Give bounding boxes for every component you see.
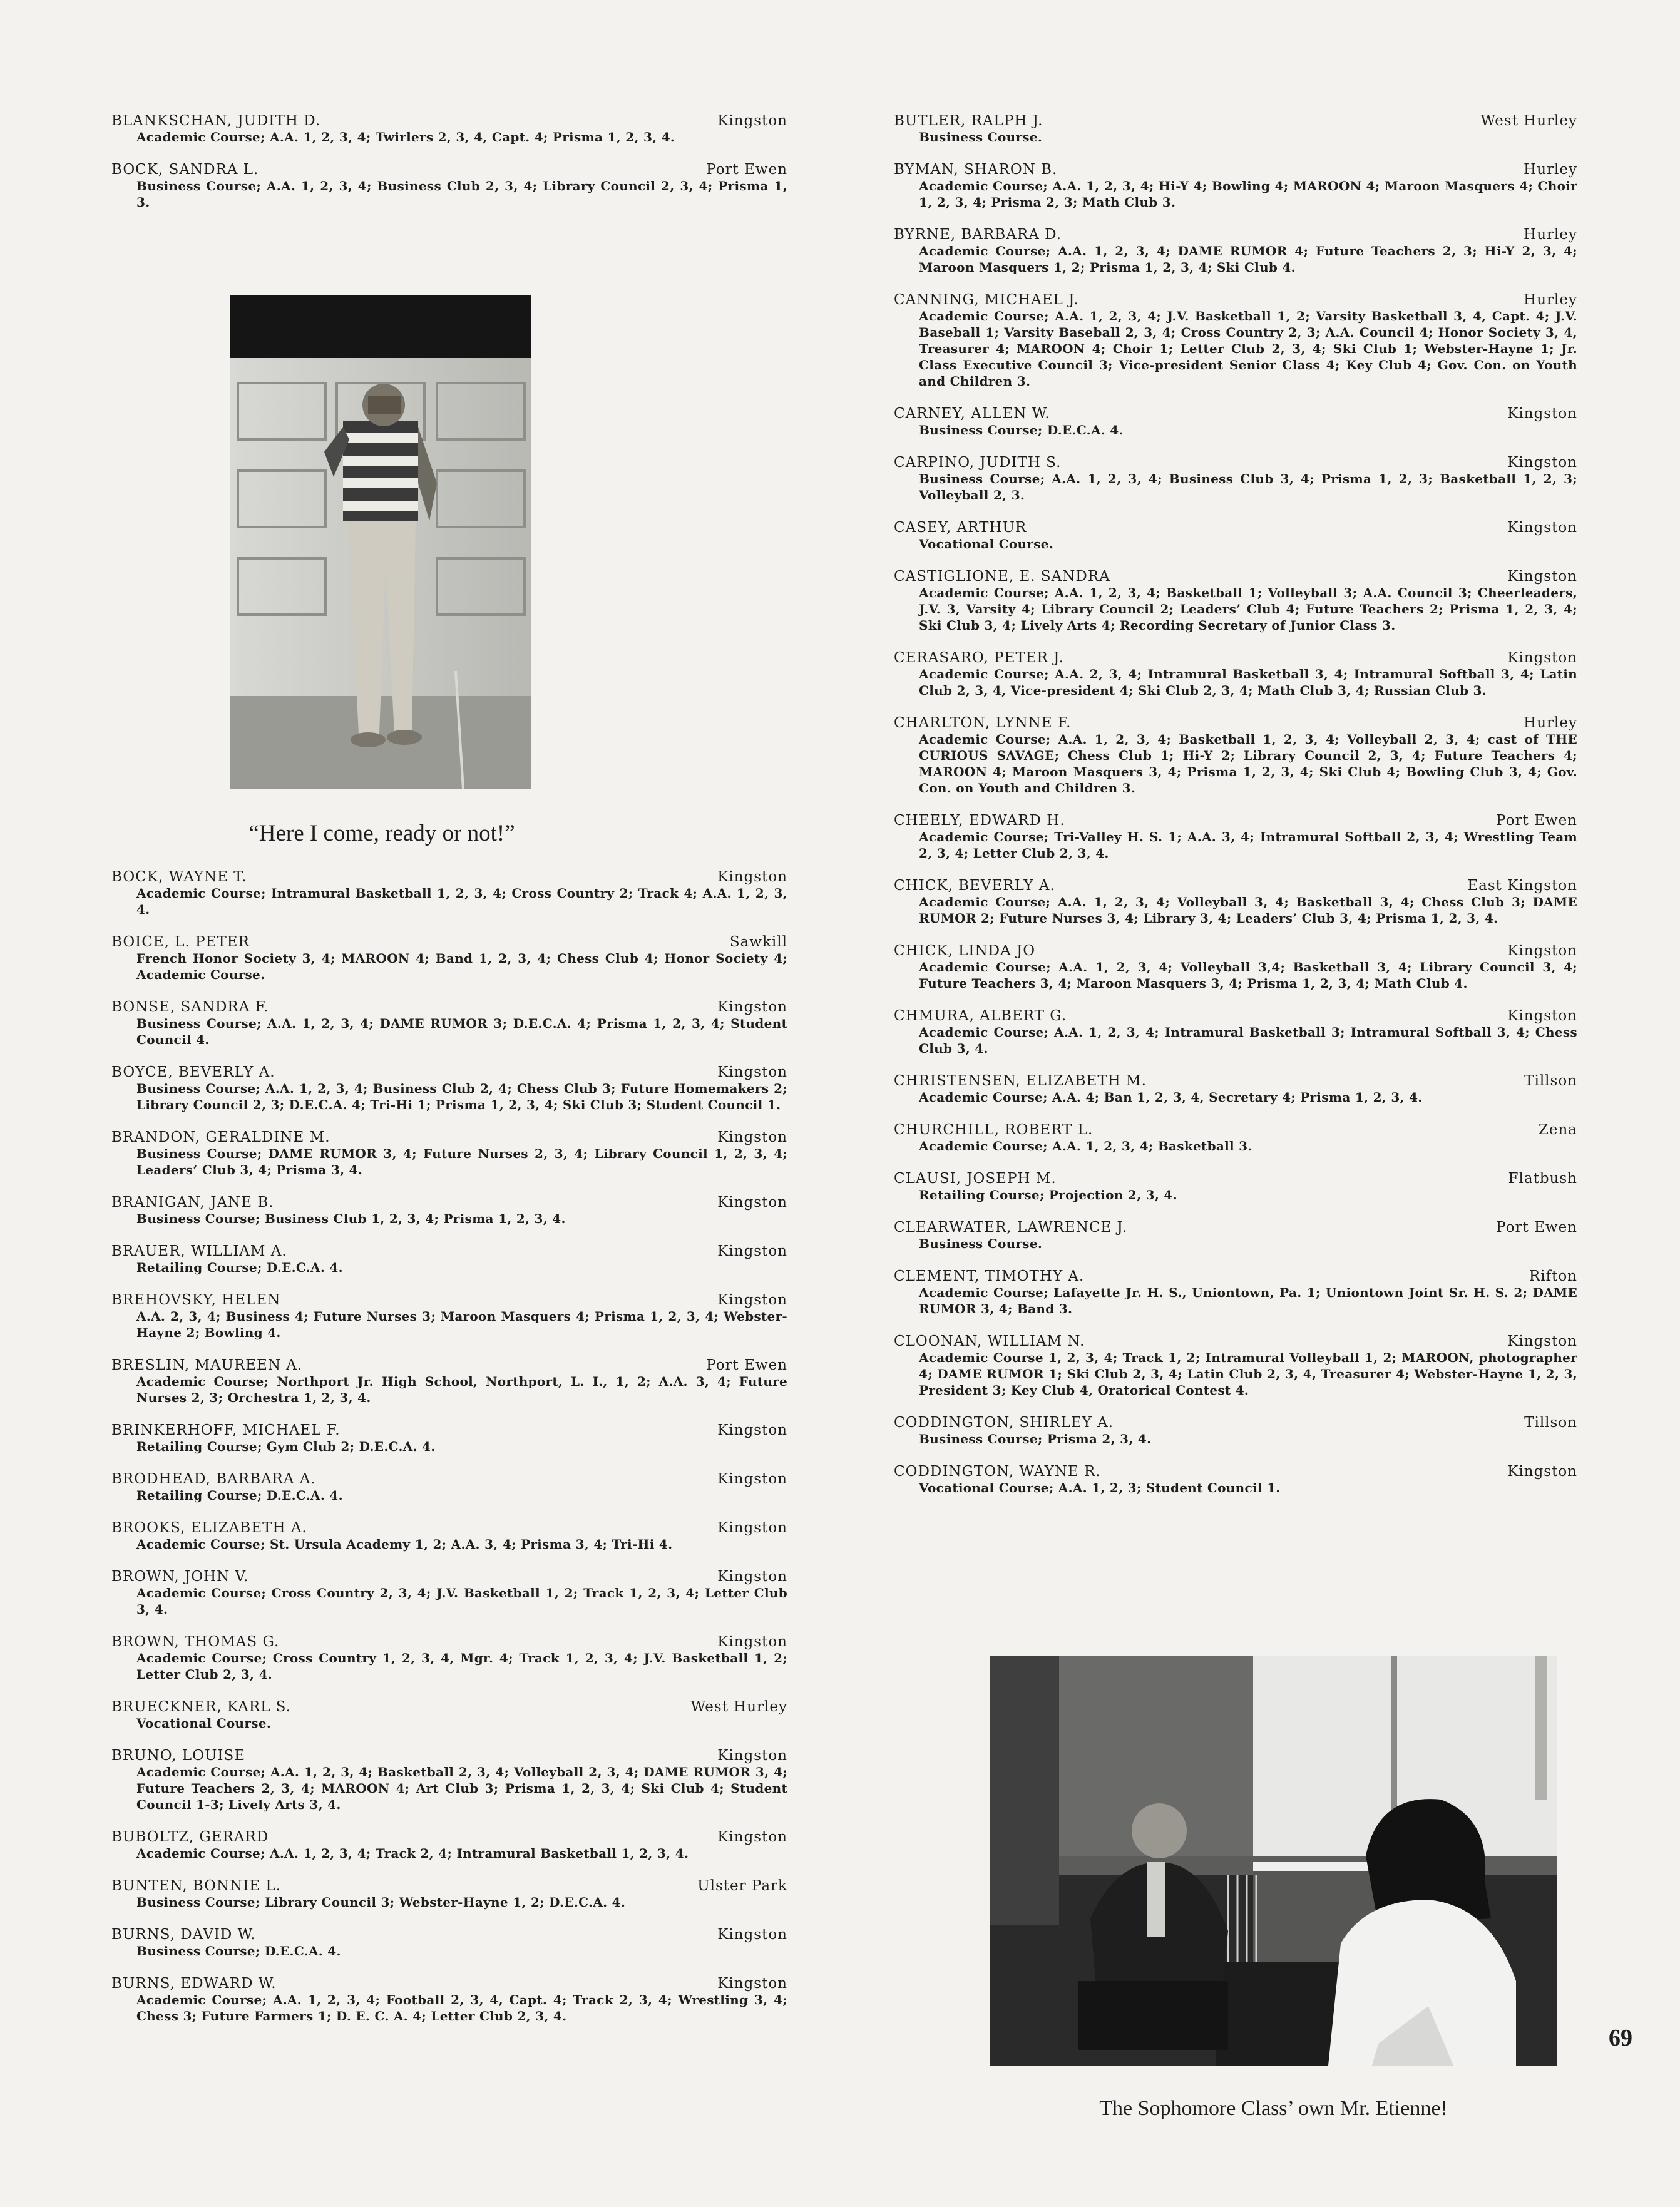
activities-text: Academic Course; Intramural Basketball 1, 2, 3, 4; Cross Country 2; Track 4; A.A. 1, 2, 3, 4. — [136, 886, 787, 917]
entry-header — [894, 292, 1577, 308]
activities-text: Retailing Course; Projection 2, 3, 4. — [919, 1187, 1177, 1202]
entry-header — [894, 520, 1577, 536]
senior-entry — [111, 1129, 787, 1178]
student-name: BRANDON, GERALDINE M. — [111, 1129, 330, 1145]
hometown: Kingston — [717, 1520, 787, 1536]
activities-text: Business Course; Library Council 3; Webster-Hayne 1, 2; D.E.C.A. 4. — [136, 1895, 626, 1910]
activities-text: A.A. 2, 3, 4; Business 4; Future Nurses 3; Maroon Masquers 4; Prisma 1, 2, 3, 4; Webster-Hayne 2; Bowling 4. — [136, 1309, 787, 1340]
entry-list-right — [894, 113, 1577, 1496]
activities-text: Academic Course; A.A. 4; Ban 1, 2, 3, 4, Secretary 4; Prisma 1, 2, 3, 4. — [919, 1090, 1423, 1105]
entry-header — [894, 1268, 1577, 1284]
classroom-photo — [990, 1656, 1557, 2066]
hometown: Kingston — [1507, 1463, 1577, 1480]
entry-header — [111, 869, 787, 885]
hometown: Kingston — [1507, 454, 1577, 471]
student-name: CLOONAN, WILLIAM N. — [894, 1333, 1085, 1349]
student-name: BYMAN, SHARON B. — [894, 161, 1058, 178]
hometown: Kingston — [717, 1927, 787, 1943]
activities-text: Business Course; DAME RUMOR 3, 4; Future Nurses 2, 3, 4; Library Council 1, 2, 3, 4; Leaders’ Club 3, 4; Prisma 3, 4. — [136, 1146, 787, 1177]
student-name: BREHOVSKY, HELEN — [111, 1292, 281, 1308]
entry-header — [894, 1122, 1577, 1138]
hometown: Kingston — [717, 1829, 787, 1845]
hometown: Hurley — [1524, 292, 1577, 308]
hometown: Kingston — [717, 1748, 787, 1764]
senior-entry — [894, 1268, 1577, 1317]
hometown: Kingston — [717, 1129, 787, 1145]
hometown: East Kingston — [1467, 878, 1577, 894]
senior-entry — [111, 999, 787, 1048]
student-name: CARNEY, ALLEN W. — [894, 406, 1050, 422]
activities-text: Business Course; Business Club 1, 2, 3, 4; Prisma 1, 2, 3, 4. — [136, 1211, 566, 1226]
student-name: BOCK, SANDRA L. — [111, 161, 259, 178]
entry-header — [111, 1357, 787, 1373]
senior-entry — [111, 1748, 787, 1813]
activities-text: Academic Course 1, 2, 3, 4; Track 1, 2; Intramural Volleyball 1, 2; MAROON, photographer 4; DAME RUMOR 1; Ski Club 2, 3, 4; Latin Club 2, 3, 4, Treasurer 4; Webster-Hayne 1, 2, 3, President 3; Key Club 4, Oratorical Contest 4. — [919, 1350, 1577, 1398]
senior-entry — [111, 934, 787, 983]
activities-text: Academic Course; Cross Country 2, 3, 4; J.V. Basketball 1, 2; Track 1, 2, 3, 4; Letter Club 3, 4. — [136, 1585, 787, 1617]
entry-header — [894, 1219, 1577, 1236]
entry-header — [111, 999, 787, 1015]
student-name: BOICE, L. PETER — [111, 934, 250, 950]
student-name: BRUNO, LOUISE — [111, 1748, 246, 1764]
activities-text: Retailing Course; D.E.C.A. 4. — [136, 1488, 343, 1503]
entry-header — [111, 1829, 787, 1845]
student-name: CODDINGTON, SHIRLEY A. — [894, 1415, 1114, 1431]
activities-text: Academic Course; A.A. 1, 2, 3, 4; Football 2, 3, 4, Capt. 4; Track 2, 3, 4; Wrestling 3, 4; Chess 3; Future Farmers 1; D. E. C. A. 4; Letter Club 2, 3, 4. — [136, 1992, 787, 2024]
activities-text: Academic Course; A.A. 1, 2, 3, 4; Twirlers 2, 3, 4, Capt. 4; Prisma 1, 2, 3, 4. — [136, 130, 675, 145]
activities-text: Academic Course; A.A. 1, 2, 3, 4; Basketball 2, 3, 4; Volleyball 2, 3, 4; DAME RUMOR 3, 4; Future Teachers 2, 3, 4; MAROON 4; Art Club 3; Prisma 1, 2, 3, 4; Ski Club 4; Student Council 1-3; Lively Arts 3, 4. — [136, 1764, 787, 1812]
senior-entry — [111, 1634, 787, 1682]
entry-header — [894, 1463, 1577, 1480]
entry-header — [894, 1008, 1577, 1024]
entry-header — [111, 161, 787, 178]
student-name: BYRNE, BARBARA D. — [894, 227, 1062, 243]
senior-entry — [111, 869, 787, 918]
entry-header — [111, 1748, 787, 1764]
activities-text: Academic Course; Northport Jr. High School, Northport, L. I., 1, 2; A.A. 3, 4; Future Nurses 2, 3; Orchestra 1, 2, 3, 4. — [136, 1374, 787, 1405]
hometown: Kingston — [717, 1634, 787, 1650]
activities-text: Business Course; D.E.C.A. 4. — [136, 1943, 341, 1959]
entry-header — [894, 650, 1577, 666]
entry-header — [894, 1073, 1577, 1089]
senior-entry — [894, 113, 1577, 145]
entry-header — [894, 113, 1577, 129]
senior-entry — [894, 292, 1577, 389]
right-column — [894, 113, 1577, 1512]
student-name: BRANIGAN, JANE B. — [111, 1194, 274, 1211]
entry-header — [111, 1129, 787, 1145]
hometown: Kingston — [1507, 568, 1577, 585]
student-name: BURNS, EDWARD W. — [111, 1975, 277, 1992]
student-name: CODDINGTON, WAYNE R. — [894, 1463, 1101, 1480]
student-name: BUBOLTZ, GERARD — [111, 1829, 269, 1845]
senior-entry — [111, 1292, 787, 1341]
senior-entry — [111, 1699, 787, 1731]
activities-text: Academic Course; A.A. 2, 3, 4; Intramural Basketball 3, 4; Intramural Softball 3, 4; Latin Club 2, 3, 4, Vice-president 4; Ski Club 2, 3, 4; Math Club 3, 4; Russian Club 3. — [919, 667, 1577, 698]
senior-entry — [111, 1064, 787, 1113]
senior-entry — [111, 1471, 787, 1503]
left-column-lower — [111, 869, 787, 2041]
activities-text: Academic Course; St. Ursula Academy 1, 2; A.A. 3, 4; Prisma 3, 4; Tri-Hi 4. — [136, 1537, 673, 1552]
hometown: Kingston — [1507, 406, 1577, 422]
senior-entry — [894, 1333, 1577, 1398]
activities-text: Academic Course; A.A. 1, 2, 3, 4; Basketball 1, 2, 3, 4; Volleyball 2, 3, 4; cast of THE CURIOUS SAVAGE; Chess Club 1; Hi-Y 2; Library Council 2, 3, 4; Future Teachers 4; MAROON 4; Maroon Masquers 3, 4; Prisma 1, 2, 3, 4; Ski Club 4; Bowling Club 3, 4; Gov. Con. on Youth and Children 3. — [919, 732, 1577, 796]
student-name: BUTLER, RALPH J. — [894, 113, 1043, 129]
entry-header — [111, 1927, 787, 1943]
hometown: Ulster Park — [697, 1878, 787, 1894]
activities-text: Business Course; A.A. 1, 2, 3, 4; Business Club 2, 4; Chess Club 3; Future Homemakers 2; Library Council 2, 3; D.E.C.A. 4; Tri-Hi 1; Prisma 1, 2, 3, 4; Ski Club 3; Student Council 1. — [136, 1081, 787, 1112]
hometown: Port Ewen — [1496, 812, 1577, 829]
photo-caption: The Sophomore Class’ own Mr. Etienne! — [1099, 2097, 1448, 2120]
senior-entry — [894, 454, 1577, 503]
hometown: Kingston — [717, 1243, 787, 1259]
entry-header — [111, 1520, 787, 1536]
activities-text: Academic Course; Lafayette Jr. H. S., Uniontown, Pa. 1; Uniontown Joint Sr. H. S. 2; DAME RUMOR 3, 4; Band 3. — [919, 1285, 1577, 1316]
activities-text: Business Course; A.A. 1, 2, 3, 4; DAME RUMOR 3; D.E.C.A. 4; Prisma 1, 2, 3, 4; Student Council 4. — [136, 1016, 787, 1047]
senior-entry — [111, 1357, 787, 1406]
senior-entry — [111, 1927, 787, 1959]
student-name: CHARLTON, LYNNE F. — [894, 715, 1072, 731]
activities-text: Vocational Course; A.A. 1, 2, 3; Student Council 1. — [919, 1480, 1281, 1495]
student-name: CLAUSI, JOSEPH M. — [894, 1170, 1057, 1187]
hometown: Rifton — [1529, 1268, 1577, 1284]
senior-entry — [111, 1422, 787, 1455]
student-name: CHURCHILL, ROBERT L. — [894, 1122, 1094, 1138]
student-name: BROOKS, ELIZABETH A. — [111, 1520, 307, 1536]
hometown: Port Ewen — [1496, 1219, 1577, 1236]
activities-text: French Honor Society 3, 4; MAROON 4; Band 1, 2, 3, 4; Chess Club 4; Honor Society 4; Academic Course. — [136, 951, 787, 982]
hometown: Kingston — [1507, 1008, 1577, 1024]
senior-entry — [111, 1520, 787, 1552]
hometown: Kingston — [717, 1292, 787, 1308]
senior-entry — [111, 1194, 787, 1227]
student-name: CHICK, LINDA JO — [894, 943, 1036, 959]
activities-text: Academic Course; A.A. 1, 2, 3, 4; DAME RUMOR 4; Future Teachers 2, 3; Hi-Y 2, 3, 4; Maroon Masquers 1, 2; Prisma 1, 2, 3, 4; Ski Club 4. — [919, 243, 1577, 275]
hometown: Kingston — [717, 1194, 787, 1211]
activities-text: Business Course; Prisma 2, 3, 4. — [919, 1431, 1152, 1447]
hometown: Hurley — [1524, 715, 1577, 731]
senior-entry — [894, 1463, 1577, 1496]
activities-text: Business Course. — [919, 130, 1043, 145]
student-name: BRUECKNER, KARL S. — [111, 1699, 292, 1715]
hometown: Kingston — [717, 999, 787, 1015]
senior-entry — [894, 161, 1577, 210]
activities-text: Vocational Course. — [136, 1716, 272, 1731]
activities-text: Academic Course; A.A. 1, 2, 3, 4; Hi-Y 4; Bowling 4; MAROON 4; Maroon Masquers 4; Choir 1, 2, 3, 4; Prisma 2, 3; Math Club 3. — [919, 178, 1577, 210]
entry-header — [894, 1333, 1577, 1349]
entry-header — [894, 1415, 1577, 1431]
entry-header — [111, 1634, 787, 1650]
senior-entry — [111, 1829, 787, 1861]
entry-header — [894, 943, 1577, 959]
senior-entry — [894, 1415, 1577, 1447]
activities-text: Business Course. — [919, 1236, 1043, 1251]
hometown: Kingston — [1507, 650, 1577, 666]
entry-header — [111, 1699, 787, 1715]
senior-entry — [111, 161, 787, 210]
hometown: West Hurley — [1480, 113, 1577, 129]
student-name: CARPINO, JUDITH S. — [894, 454, 1062, 471]
student-name: CHICK, BEVERLY A. — [894, 878, 1055, 894]
senior-entry — [894, 406, 1577, 438]
page-number: 69 — [1609, 2025, 1632, 2051]
entry-header — [894, 812, 1577, 829]
activities-text: Academic Course; A.A. 1, 2, 3, 4; J.V. Basketball 1, 2; Varsity Basketball 3, 4, Capt. 4; J.V. Baseball 1; Varsity Baseball 2, 3, 4; Cross Country 2, 3; A.A. Council 4; Honor Society 3, 4, Treasurer 4; MAROON 4; Choir 1; Letter Club 2, 3, 4; Ski Club 1; Webster-Hayne 1; Jr. Class Executive Council 3; Vice-president Senior Class 4; Key Club 4; Gov. Con. on Youth and Children 3. — [919, 309, 1577, 389]
hometown: Kingston — [717, 1569, 787, 1585]
activities-text: Academic Course; A.A. 1, 2, 3, 4; Volleyball 3, 4; Basketball 3, 4; Chess Club 3; DAME RUMOR 2; Future Nurses 3, 4; Library 3, 4; Leaders’ Club 3, 4; Prisma 1, 2, 3, 4. — [919, 894, 1577, 926]
hometown: Kingston — [717, 113, 787, 129]
hometown: Kingston — [717, 1471, 787, 1487]
activities-text: Academic Course; A.A. 1, 2, 3, 4; Basketball 1; Volleyball 3; A.A. Council 3; Cheerleaders, J.V. 3, Varsity 4; Library Council 2; Leaders’ Club 4; Future Teachers 2; Prisma 1, 2, 3, 4; Ski Club 3, 4; Lively Arts 4; Recording Secretary of Junior Class 3. — [919, 585, 1577, 633]
student-name: BRODHEAD, BARBARA A. — [111, 1471, 316, 1487]
entry-header — [894, 878, 1577, 894]
activities-text: Business Course; A.A. 1, 2, 3, 4; Business Club 2, 3, 4; Library Council 2, 3, 4; Prisma 1, 3. — [136, 178, 787, 210]
senior-entry — [894, 1073, 1577, 1105]
senior-entry — [894, 812, 1577, 861]
senior-entry — [894, 650, 1577, 699]
student-name: CASTIGLIONE, E. SANDRA — [894, 568, 1110, 585]
hometown: Kingston — [1507, 943, 1577, 959]
entry-header — [111, 1569, 787, 1585]
entry-header — [111, 1878, 787, 1894]
senior-entry — [894, 227, 1577, 275]
student-name: CANNING, MICHAEL J. — [894, 292, 1079, 308]
entry-header — [894, 454, 1577, 471]
entry-list-left-top — [111, 113, 787, 210]
student-name: BROWN, THOMAS G. — [111, 1634, 280, 1650]
entry-list-left-bottom — [111, 869, 787, 2024]
activities-text: Academic Course; A.A. 1, 2, 3, 4; Track 2, 4; Intramural Basketball 1, 2, 3, 4. — [136, 1846, 689, 1861]
student-photo — [230, 295, 531, 789]
entry-header — [894, 715, 1577, 731]
senior-entry — [894, 1219, 1577, 1252]
student-name: CHMURA, ALBERT G. — [894, 1008, 1067, 1024]
entry-header — [111, 1194, 787, 1211]
student-name: CHRISTENSEN, ELIZABETH M. — [894, 1073, 1147, 1089]
hometown: Kingston — [717, 869, 787, 885]
senior-entry — [894, 568, 1577, 633]
hometown: Sawkill — [729, 934, 787, 950]
senior-entry — [894, 878, 1577, 926]
senior-entry — [894, 520, 1577, 552]
senior-entry — [111, 1878, 787, 1910]
student-name: BONSE, SANDRA F. — [111, 999, 269, 1015]
entry-header — [111, 1471, 787, 1487]
entry-header — [894, 227, 1577, 243]
hometown: Zena — [1538, 1122, 1577, 1138]
student-name: BRESLIN, MAUREEN A. — [111, 1357, 303, 1373]
entry-header — [111, 1422, 787, 1438]
entry-header — [894, 568, 1577, 585]
activities-text: Retailing Course; D.E.C.A. 4. — [136, 1260, 343, 1275]
activities-text: Business Course; A.A. 1, 2, 3, 4; Business Club 3, 4; Prisma 1, 2, 3; Basketball 1, 2, 3; Volleyball 2, 3. — [919, 471, 1577, 503]
entry-header — [111, 1292, 787, 1308]
student-name: CHEELY, EDWARD H. — [894, 812, 1065, 829]
activities-text: Academic Course; A.A. 1, 2, 3, 4; Basketball 3. — [919, 1139, 1252, 1154]
activities-text: Academic Course; Cross Country 1, 2, 3, 4, Mgr. 4; Track 1, 2, 3, 4; J.V. Basketball 1, 2; Letter Club 2, 3, 4. — [136, 1651, 787, 1682]
entry-header — [894, 161, 1577, 178]
senior-entry — [894, 1122, 1577, 1154]
senior-entry — [894, 715, 1577, 796]
hometown: West Hurley — [690, 1699, 787, 1715]
senior-entry — [111, 1569, 787, 1617]
senior-entry — [894, 943, 1577, 991]
entry-header — [894, 1170, 1577, 1187]
student-name: BOCK, WAYNE T. — [111, 869, 247, 885]
student-name: CLEMENT, TIMOTHY A. — [894, 1268, 1085, 1284]
student-name: BURNS, DAVID W. — [111, 1927, 256, 1943]
hometown: Tillson — [1524, 1415, 1577, 1431]
activities-text: Retailing Course; Gym Club 2; D.E.C.A. 4. — [136, 1439, 436, 1454]
hometown: Hurley — [1524, 161, 1577, 178]
activities-text: Business Course; D.E.C.A. 4. — [919, 422, 1124, 438]
student-name: BRINKERHOFF, MICHAEL F. — [111, 1422, 341, 1438]
hometown: Kingston — [1507, 520, 1577, 536]
hometown: Flatbush — [1508, 1170, 1577, 1187]
entry-header — [111, 1243, 787, 1259]
hometown: Kingston — [717, 1064, 787, 1080]
hometown: Port Ewen — [706, 1357, 787, 1373]
entry-header — [894, 406, 1577, 422]
student-name: BUNTEN, BONNIE L. — [111, 1878, 282, 1894]
student-name: BROWN, JOHN V. — [111, 1569, 249, 1585]
student-name: BLANKSCHAN, JUDITH D. — [111, 113, 321, 129]
senior-entry — [111, 1975, 787, 2024]
activities-text: Academic Course; A.A. 1, 2, 3, 4; Volleyball 3,4; Basketball 3, 4; Library Council 3, 4; Future Teachers 3, 4; Maroon Masquers 3, 4; Prisma 1, 2, 3, 4; Math Club 4. — [919, 960, 1577, 991]
activities-text: Academic Course; Tri-Valley H. S. 1; A.A. 3, 4; Intramural Softball 2, 3, 4; Wrestling Team 2, 3, 4; Letter Club 2, 3, 4. — [919, 829, 1577, 861]
student-name: BRAUER, WILLIAM A. — [111, 1243, 287, 1259]
photo-caption: “Here I come, ready or not!” — [248, 821, 515, 846]
hometown: Kingston — [1507, 1333, 1577, 1349]
left-column — [111, 113, 787, 227]
hometown: Kingston — [717, 1422, 787, 1438]
student-name: CASEY, ARTHUR — [894, 520, 1027, 536]
entry-header — [111, 113, 787, 129]
entry-header — [111, 1975, 787, 1992]
activities-text: Vocational Course. — [919, 536, 1054, 551]
entry-header — [111, 934, 787, 950]
senior-entry — [894, 1008, 1577, 1057]
student-name: CERASARO, PETER J. — [894, 650, 1064, 666]
hometown: Hurley — [1524, 227, 1577, 243]
senior-entry — [894, 1170, 1577, 1203]
hometown: Port Ewen — [706, 161, 787, 178]
student-name: CLEARWATER, LAWRENCE J. — [894, 1219, 1128, 1236]
entry-header — [111, 1064, 787, 1080]
hometown: Tillson — [1524, 1073, 1577, 1089]
activities-text: Academic Course; A.A. 1, 2, 3, 4; Intramural Basketball 3; Intramural Softball 3, 4; Chess Club 3, 4. — [919, 1025, 1577, 1056]
student-name: BOYCE, BEVERLY A. — [111, 1064, 275, 1080]
senior-entry — [111, 113, 787, 145]
hometown: Kingston — [717, 1975, 787, 1992]
senior-entry — [111, 1243, 787, 1276]
